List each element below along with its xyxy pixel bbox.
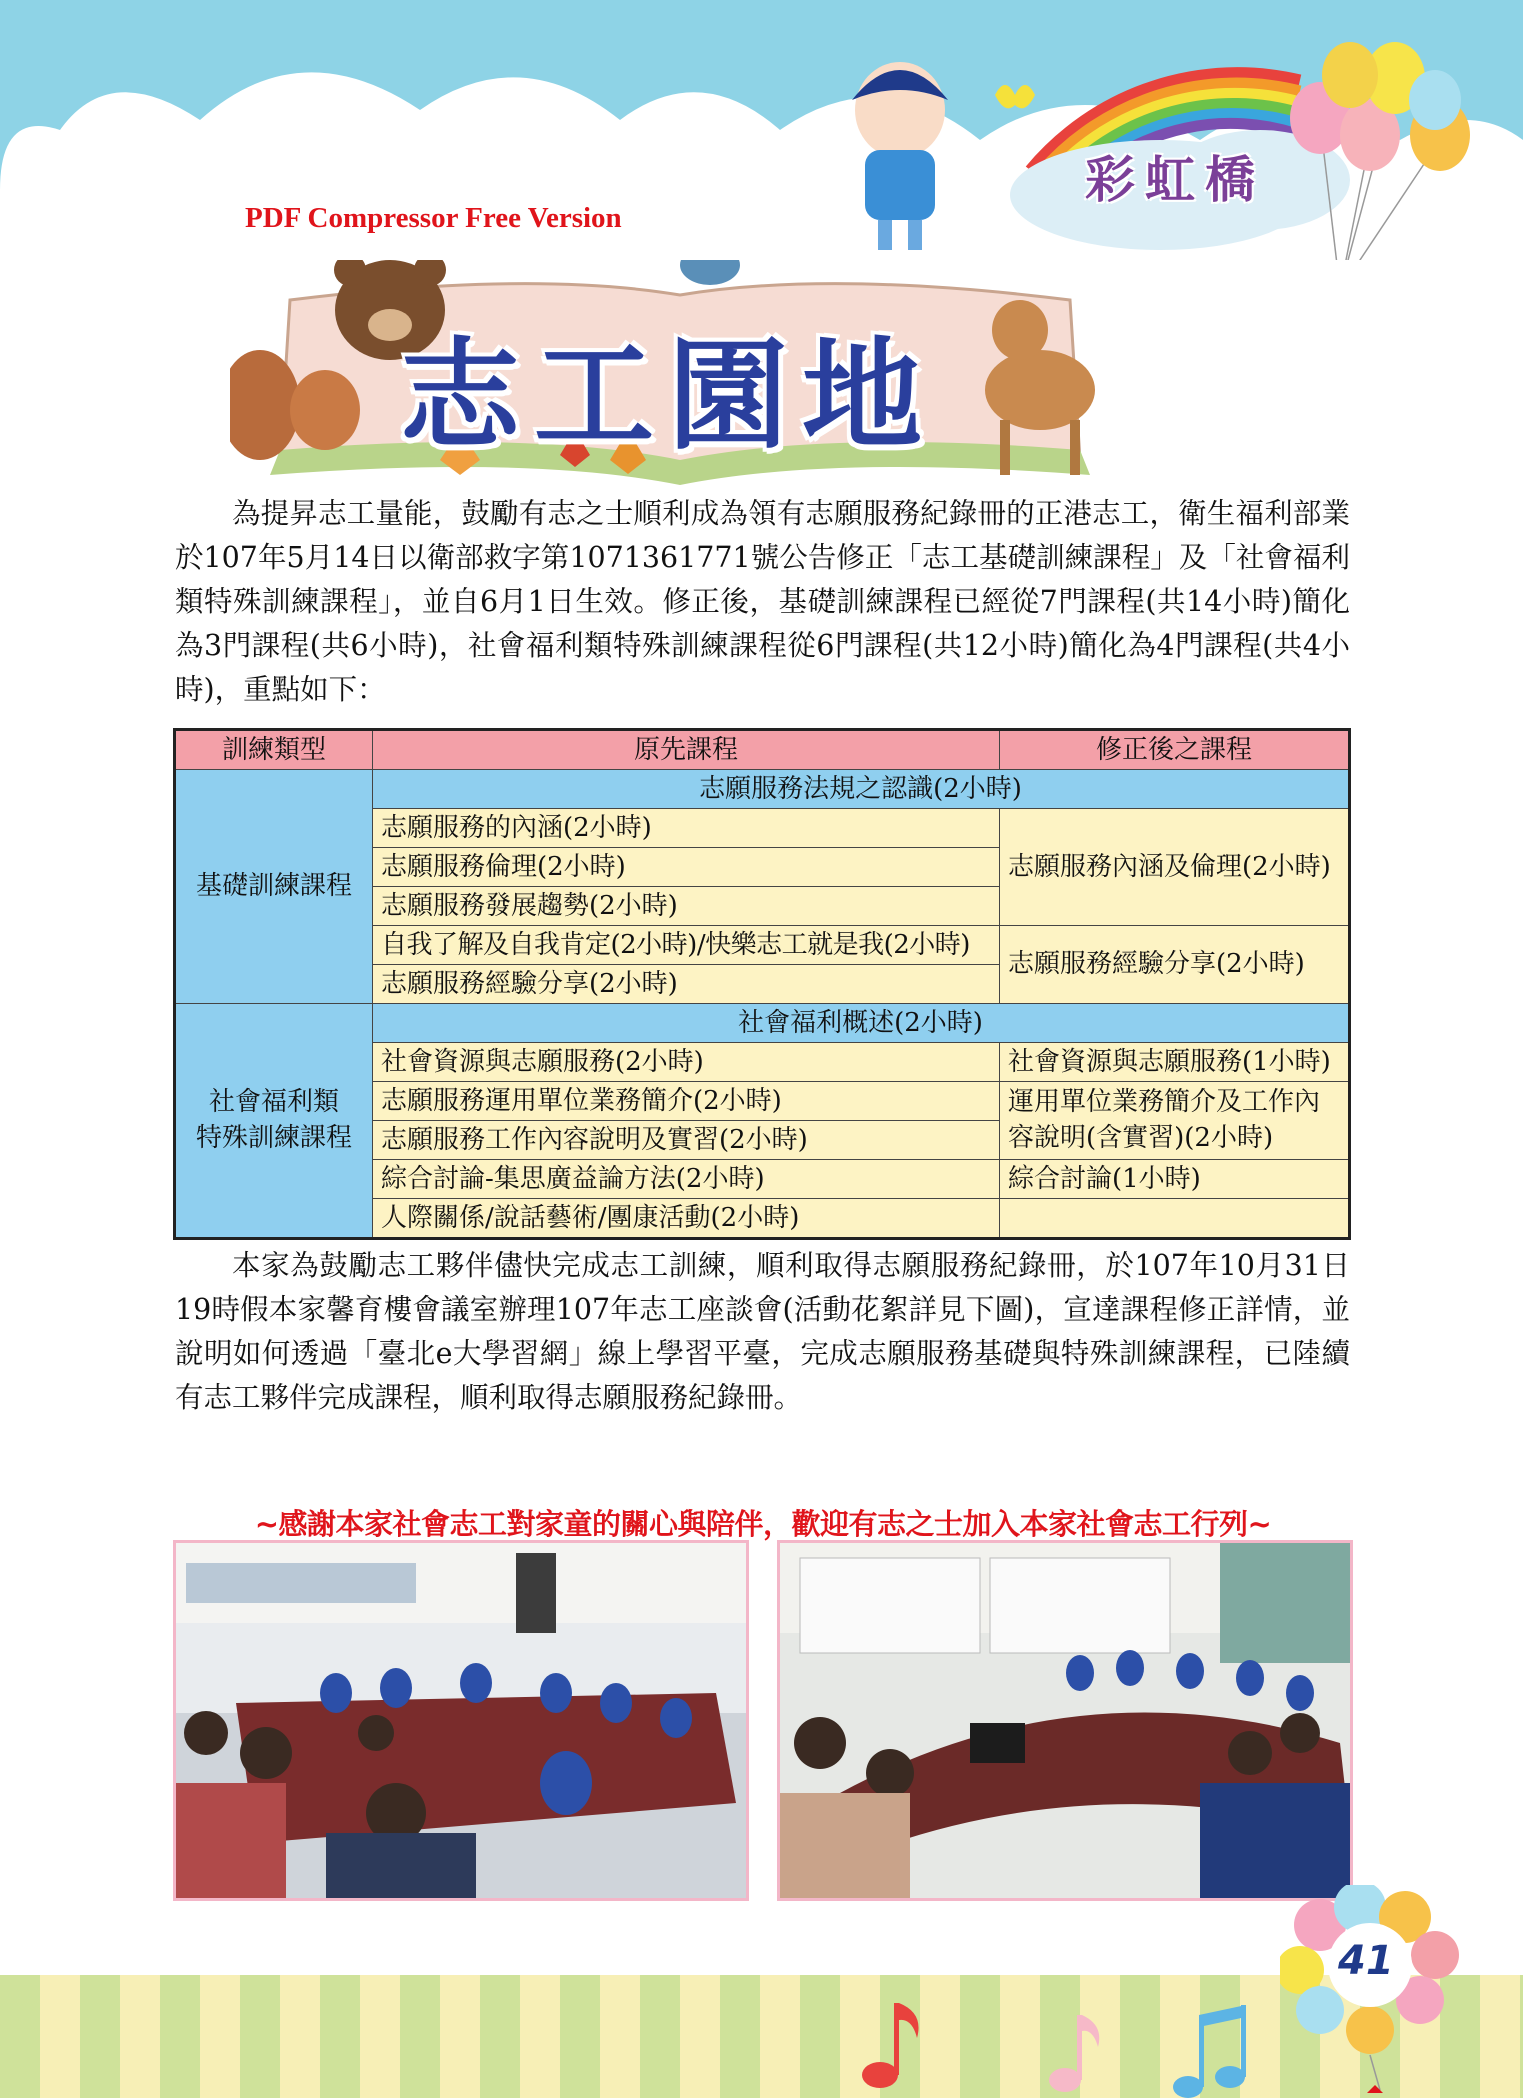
original-course-cell: 自我了解及自我肯定(2小時)/快樂志工就是我(2小時) [373,925,1000,964]
bird-icon [680,260,740,285]
event-paragraph: 本家為鼓勵志工夥伴儘快完成志工訓練，順利取得志願服務紀錄冊，於107年10月31日19時假本家馨育樓會議室辦理107年志工座談會(活動花絮詳見下圖)，宣達課程修正詳情，並說明如何透過「臺北e大學習網」線上學習平臺，完成志願服務基礎與特殊訓練課程，已陸續有志工夥伴完成課程，順利取得志願服務紀錄冊。 [175,1249,1350,1414]
column-header: 修正後之課程 [1000,730,1350,770]
category-line: 社會福利類 [208,1087,339,1118]
table-header-row [175,730,1350,770]
original-course-cell: 綜合討論-集思廣益論方法(2小時) [373,1159,1000,1198]
revised-course-cell: 志願服務內涵及倫理(2小時) [1000,808,1350,925]
original-course-cell: 志願服務發展趨勢(2小時) [373,886,1000,925]
category-cell: 基礎訓練課程 [175,770,373,1004]
original-course-cell: 志願服務工作內容說明及實習(2小時) [373,1120,1000,1159]
original-course-cell: 志願服務運用單位業務簡介(2小時) [373,1081,1000,1120]
category-line: 特殊訓練課程 [195,1123,352,1154]
revised-course-cell: 運用單位業務簡介及工作內容說明(含實習)(2小時) [1000,1081,1350,1159]
category-cell [175,1003,373,1238]
shared-course-cell: 社會福利概述(2小時) [373,1003,1350,1042]
column-header: 訓練類型 [175,730,373,770]
meeting-photo [777,1540,1353,1901]
intro-paragraph: 為提昇志工量能，鼓勵有志之士順利成為領有志願服務紀錄冊的正港志工，衛生福利部業於107年5月14日以衛部救字第1071361771號公告修正「志工基礎訓練課程」及「社會福利類特殊訓練課程」，並自6月1日生效。修正後，基礎訓練課程已經從7門課程(共14小時)簡化為3門課程(共6小時)，社會福利類特殊訓練課程從6門課程(共12小時)簡化為4門課程(共4小時)，重點如下： [175,497,1350,706]
section-title: 志工園地 [400,327,936,466]
column-header: 原先課程 [373,730,1000,770]
shared-course-cell: 志願服務法規之認識(2小時) [373,770,1350,809]
original-course-cell: 志願服務的內涵(2小時) [373,808,1000,847]
meeting-photo [173,1540,749,1901]
photo-caption: ~感謝本家社會志工對家童的關心與陪伴，歡迎有志之士加入本家社會志工行列~ [254,1507,1272,1541]
revised-course-cell-empty [1000,1198,1350,1238]
header-sky-decoration [0,0,1523,260]
original-course-cell: 志願服務經驗分享(2小時) [373,964,1000,1003]
watermark: PDF Compressor Free Version [245,202,622,234]
column-title: 彩虹橋 [1085,151,1265,209]
page-number: 41 [1338,1938,1394,1984]
revised-course-cell: 社會資源與志願服務(1小時) [1000,1042,1350,1081]
original-course-cell: 社會資源與志願服務(2小時) [373,1042,1000,1081]
revised-course-cell: 綜合討論(1小時) [1000,1159,1350,1198]
original-course-cell: 志願服務倫理(2小時) [373,847,1000,886]
course-comparison-table [173,728,1351,1240]
revised-course-cell: 志願服務經驗分享(2小時) [1000,925,1350,1003]
balloon-cluster-icon [1280,1885,1460,2095]
original-course-cell: 人際關係/說話藝術/團康活動(2小時) [373,1198,1000,1238]
